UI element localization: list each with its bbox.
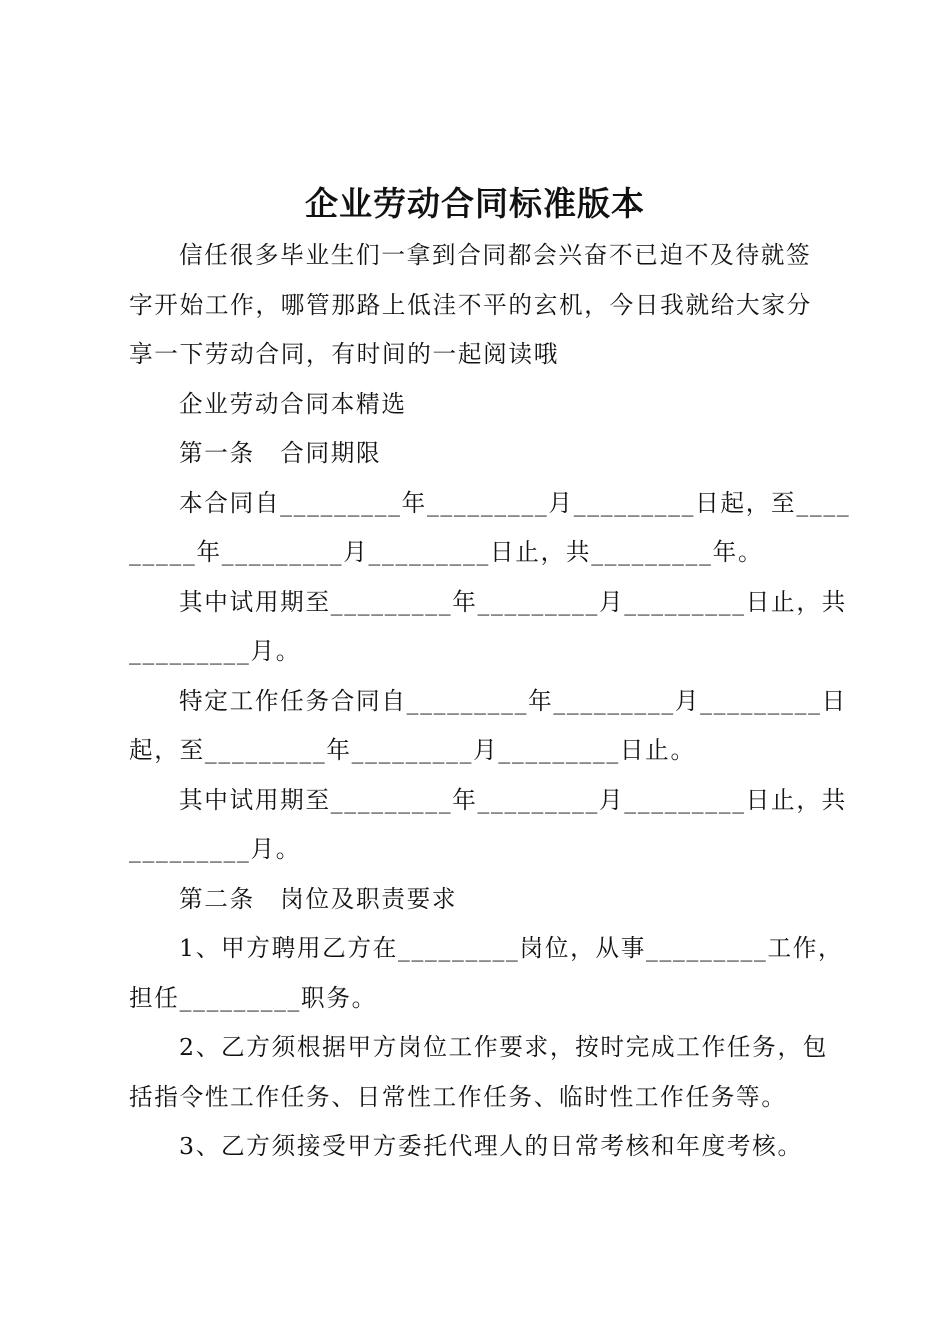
article-heading: 第一条 合同期限 — [179, 439, 382, 467]
probation-paragraph — [129, 578, 847, 677]
probation-line: _________月。 — [129, 637, 302, 665]
clause-paragraph — [129, 924, 844, 1023]
task-contract-paragraph — [129, 677, 847, 776]
section-subtitle: 企业劳动合同本精选 — [179, 389, 407, 418]
clause-paragraph — [129, 1122, 831, 1172]
clause-line: 担任_________职务。 — [129, 983, 377, 1012]
probation-paragraph — [129, 776, 847, 875]
task-contract-line: 起，至_________年_________月_________日止。 — [129, 736, 696, 764]
task-contract-line: 特定工作任务合同自_________年_________月_________日 — [179, 686, 847, 715]
intro-line: 信任很多毕业生们一拿到合同都会兴奋不已迫不及待就签 — [179, 241, 812, 269]
clause-line: 2、乙方须根据甲方岗位工作要求，按时完成工作任务，包 — [179, 1033, 829, 1061]
probation-line: 其中试用期至_________年_________月_________日止，共 — [179, 785, 847, 814]
term-line: 本合同自_________年_________月_________日起，至____ — [179, 488, 851, 517]
clause-paragraph — [129, 1023, 831, 1122]
clause-line: 括指令性工作任务、日常性工作任务、临时性工作任务等。 — [129, 1082, 787, 1111]
term-line: _____年_________月_________日止，共_________年。 — [129, 538, 764, 566]
clause-line: 3、乙方须接受甲方委托代理人的日常考核和年度考核。 — [179, 1132, 803, 1160]
document-body — [129, 231, 851, 1172]
term-paragraph — [129, 479, 851, 578]
probation-line: _________月。 — [129, 835, 302, 863]
intro-line: 字开始工作，哪管那路上低洼不平的玄机，今日我就给大家分 — [129, 290, 812, 319]
article-heading: 第二条 岗位及职责要求 — [179, 884, 458, 913]
intro-line: 享一下劳动合同，有时间的一起阅读哦 — [129, 340, 559, 368]
intro-paragraph — [129, 231, 831, 380]
document-title: 企业劳动合同标准版本 — [305, 184, 645, 223]
clause-line: 1、甲方聘用乙方在_________岗位，从事_________工作， — [179, 934, 844, 962]
probation-line: 其中试用期至_________年_________月_________日止，共 — [179, 587, 847, 616]
